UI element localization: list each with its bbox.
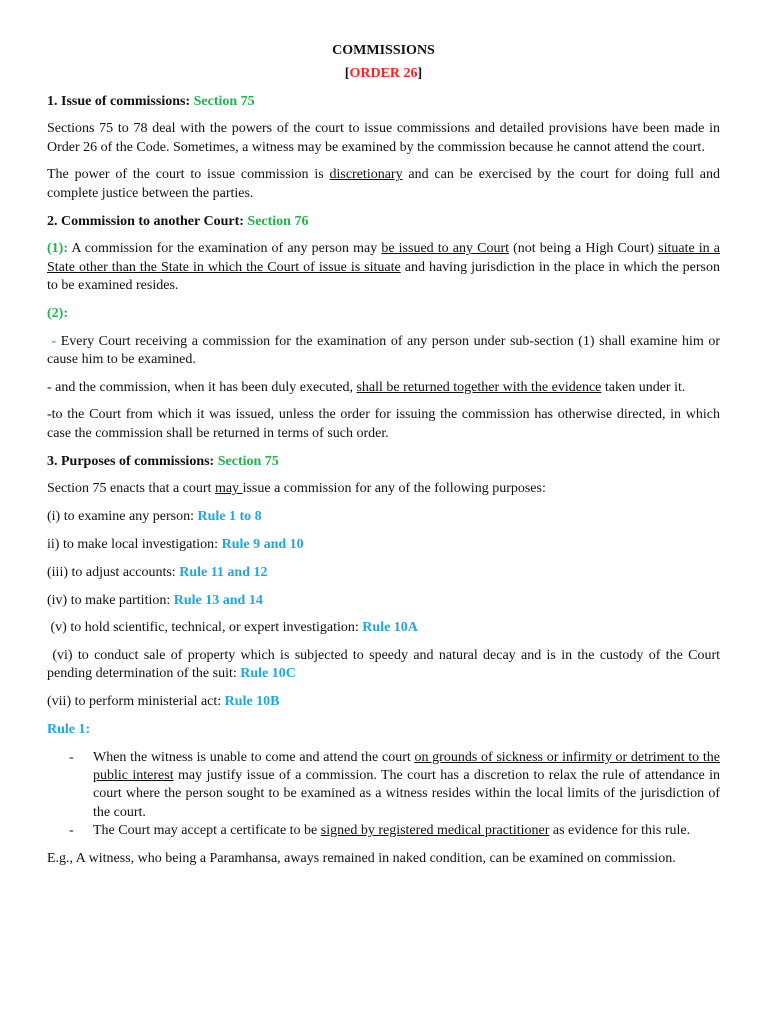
section-3-intro: Section 75 enacts that a court may issue a commission for any of the following purposes: — [47, 481, 546, 497]
order-bracket-open: [ — [344, 66, 350, 82]
document-title: COMMISSIONS — [332, 43, 435, 58]
section-1-heading: 1. Issue of commissions: Section 75 — [47, 93, 255, 109]
order-bracket-close: ] — [417, 66, 423, 82]
rule-ref: Rule 10B — [224, 694, 280, 710]
example-paragraph: E.g., A witness, who being a Paramhansa, aways remained in naked condition, can be examined on commission. — [47, 850, 676, 866]
dash-bullet: - — [69, 823, 74, 838]
list-item: - When the witness is unable to come and attend the court on grounds of sickness or infirmity or detriment to the public interest may justify issue of a commission. The court has a discretion to relax the rule of attendance in court where the person sought to be examined as a witness resides within the local limits of the jurisdiction of the court. — [69, 749, 720, 820]
purpose-item: (vi) to conduct sale of property which is subjected to speedy and natural decay and is in the custody of the Court pending determination of the suit: Rule 10C — [47, 648, 724, 682]
list-item: - The Court may accept a certificate to be signed by registered medical practitioner as evidence for this rule. — [47, 822, 720, 840]
rule-ref: Rule 10A — [362, 620, 418, 636]
rule-ref: Rule 13 and 14 — [173, 592, 263, 608]
sub-section-2-paragraph-1: - Every Court receiving a commission for the examination of any person under sub-section (1) shall examine him or cause him to be examined. — [47, 333, 720, 367]
sub-section-2-paragraph-2: - and the commission, when it has been duly executed, shall be returned together with the evidence taken under it. — [47, 379, 686, 395]
section-2-heading: 2. Commission to another Court: Section 76 — [47, 213, 309, 229]
section-1-ref: Section 75 — [193, 93, 255, 109]
rule-ref: Rule 10C — [240, 666, 296, 682]
section-1-paragraph-1: Sections 75 to 78 deal with the powers of the court to issue commissions and detailed provisions have been made in Order 26 of the Code. Sometimes, a witness may be examined by the commission because he cannot attend the court. — [47, 121, 720, 155]
purpose-item: (vii) to perform ministerial act: Rule 10B — [47, 694, 280, 710]
sub-section-1-paragraph: (1): A commission for the examination of any person may be issued to any Court (not being a High Court) situate in a State other than the State in which the Court of issue is situate and having jurisdiction in the place in which the person to be examined resides. — [47, 241, 721, 293]
document-page — [47, 42, 724, 878]
section-3-heading: 3. Purposes of commissions: Section 75 — [47, 453, 279, 469]
sub-section-1-label: (1): — [47, 241, 68, 257]
rule-1-list — [47, 749, 720, 840]
section-2-ref: Section 76 — [247, 213, 309, 229]
order-reference — [47, 65, 720, 83]
sub-section-2-paragraph-3: -to the Court from which it was issued, unless the order for issuing the commission has otherwise directed, in which case the commission shall be returned in terms of such order. — [47, 407, 720, 441]
purpose-item: (v) to hold scientific, technical, or expert investigation: Rule 10A — [47, 620, 418, 636]
rule-ref: Rule 11 and 12 — [179, 564, 268, 580]
rule-ref: Rule 1 to 8 — [197, 509, 262, 525]
rule-ref: Rule 9 and 10 — [221, 536, 304, 552]
purpose-item: (iv) to make partition: Rule 13 and 14 — [47, 592, 263, 608]
rule-1-label: Rule 1: — [47, 722, 91, 738]
section-1-paragraph-2: The power of the court to issue commission is discretionary and can be exercised by the court for doing full and complete justice between the parties. — [47, 167, 720, 201]
purpose-item: ii) to make local investigation: Rule 9 and 10 — [47, 536, 304, 552]
order-label: ORDER 26 — [349, 66, 418, 82]
section-3-ref: Section 75 — [217, 453, 279, 469]
purpose-item: (iii) to adjust accounts: Rule 11 and 12 — [47, 564, 268, 580]
sub-section-2-label: (2): — [47, 305, 68, 321]
dash-bullet: - — [69, 749, 74, 765]
purpose-item: (i) to examine any person: Rule 1 to 8 — [47, 509, 262, 525]
